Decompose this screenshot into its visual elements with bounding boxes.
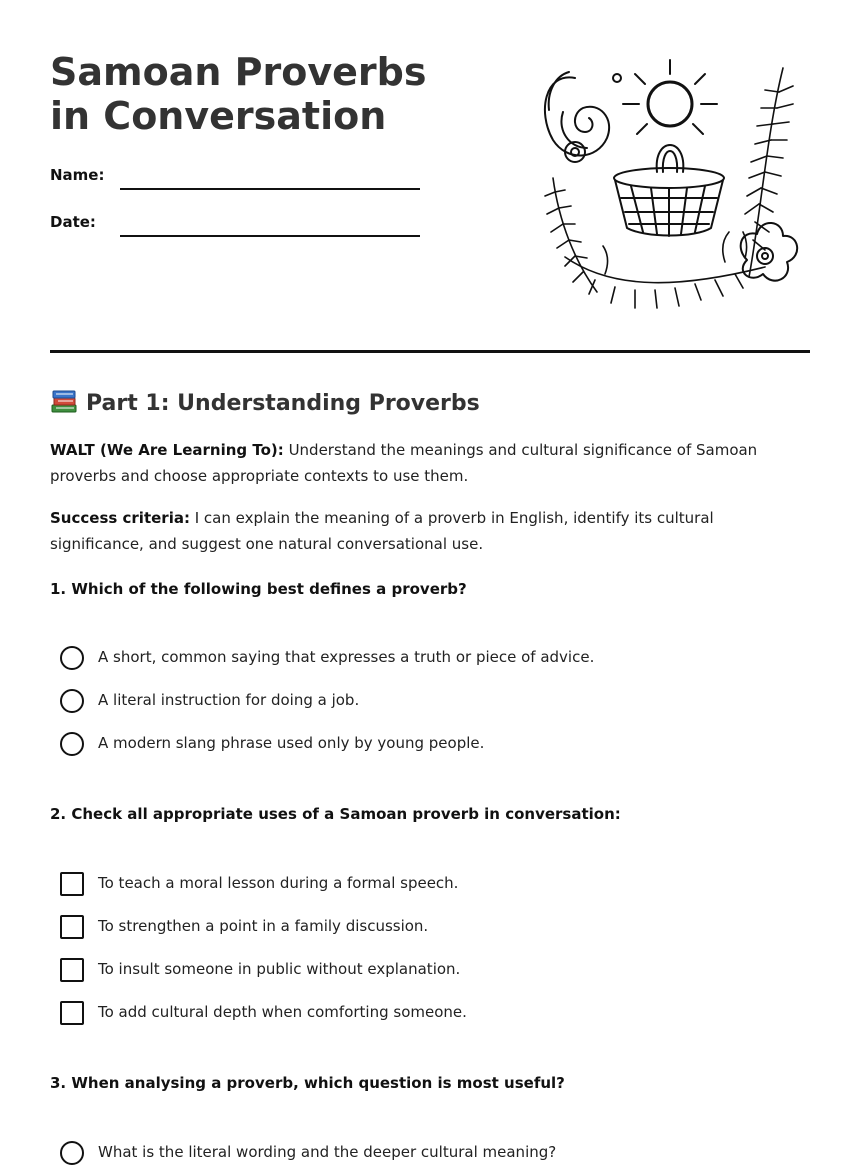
option-label: A modern slang phrase used only by young people. (98, 734, 485, 752)
question-2-option[interactable] (60, 957, 760, 983)
sun-basket-fern-illustration (535, 52, 800, 327)
walt-paragraph (50, 437, 810, 489)
header-divider (50, 350, 810, 353)
checkbox[interactable] (60, 1001, 84, 1025)
worksheet-title: Samoan Proverbs in Conversation (50, 50, 427, 138)
walt-label: WALT (We Are Learning To): (50, 441, 284, 459)
radio-button[interactable] (60, 1141, 84, 1165)
question-1-option[interactable] (60, 688, 760, 714)
part1-heading (50, 388, 480, 420)
option-label: What is the literal wording and the deeper cultural meaning? (98, 1143, 557, 1161)
question-1-option[interactable] (60, 645, 760, 671)
question-2-prompt: 2. Check all appropriate uses of a Samoan proverb in conversation: (50, 805, 621, 823)
radio-button[interactable] (60, 732, 84, 756)
part1-heading-text: Part 1: Understanding Proverbs (86, 391, 480, 416)
success-criteria-paragraph (50, 505, 810, 557)
option-label: To add cultural depth when comforting someone. (98, 1003, 467, 1021)
radio-button[interactable] (60, 646, 84, 670)
question-3-prompt: 3. When analysing a proverb, which question is most useful? (50, 1074, 565, 1092)
question-2-option[interactable] (60, 914, 760, 940)
success-criteria-text: I can explain the meaning of a proverb in English, identify its cultural significance, and suggest one natural conversational use. (50, 509, 714, 553)
question-3-option[interactable] (60, 1140, 760, 1166)
name-field (50, 160, 420, 190)
sun-icon (623, 60, 717, 134)
success-criteria-label: Success criteria: (50, 509, 190, 527)
books-icon (50, 388, 78, 414)
date-write-line[interactable] (120, 235, 420, 237)
option-label: To strengthen a point in a family discussion. (98, 917, 429, 935)
option-label: To insult someone in public without explanation. (98, 960, 461, 978)
spiral-shell-icon (545, 72, 621, 162)
checkbox[interactable] (60, 872, 84, 896)
leaf-vine-icon (565, 232, 765, 308)
woven-basket-icon (614, 145, 724, 236)
checkbox[interactable] (60, 915, 84, 939)
question-1-option[interactable] (60, 731, 760, 757)
name-write-line[interactable] (120, 188, 420, 190)
date-label: Date: (50, 213, 96, 231)
question-1-prompt: 1. Which of the following best defines a proverb? (50, 580, 467, 598)
question-2-option[interactable] (60, 871, 760, 897)
date-field (50, 207, 420, 237)
question-2-option[interactable] (60, 1000, 760, 1026)
fern-frond-icon (545, 68, 793, 292)
name-label: Name: (50, 166, 105, 184)
option-label: To teach a moral lesson during a formal speech. (98, 874, 459, 892)
option-label: A short, common saying that expresses a truth or piece of advice. (98, 648, 595, 666)
radio-button[interactable] (60, 689, 84, 713)
checkbox[interactable] (60, 958, 84, 982)
walt-text: Understand the meanings and cultural significance of Samoan proverbs and choose appropriate contexts to use them. (50, 441, 758, 485)
option-label: A literal instruction for doing a job. (98, 691, 360, 709)
